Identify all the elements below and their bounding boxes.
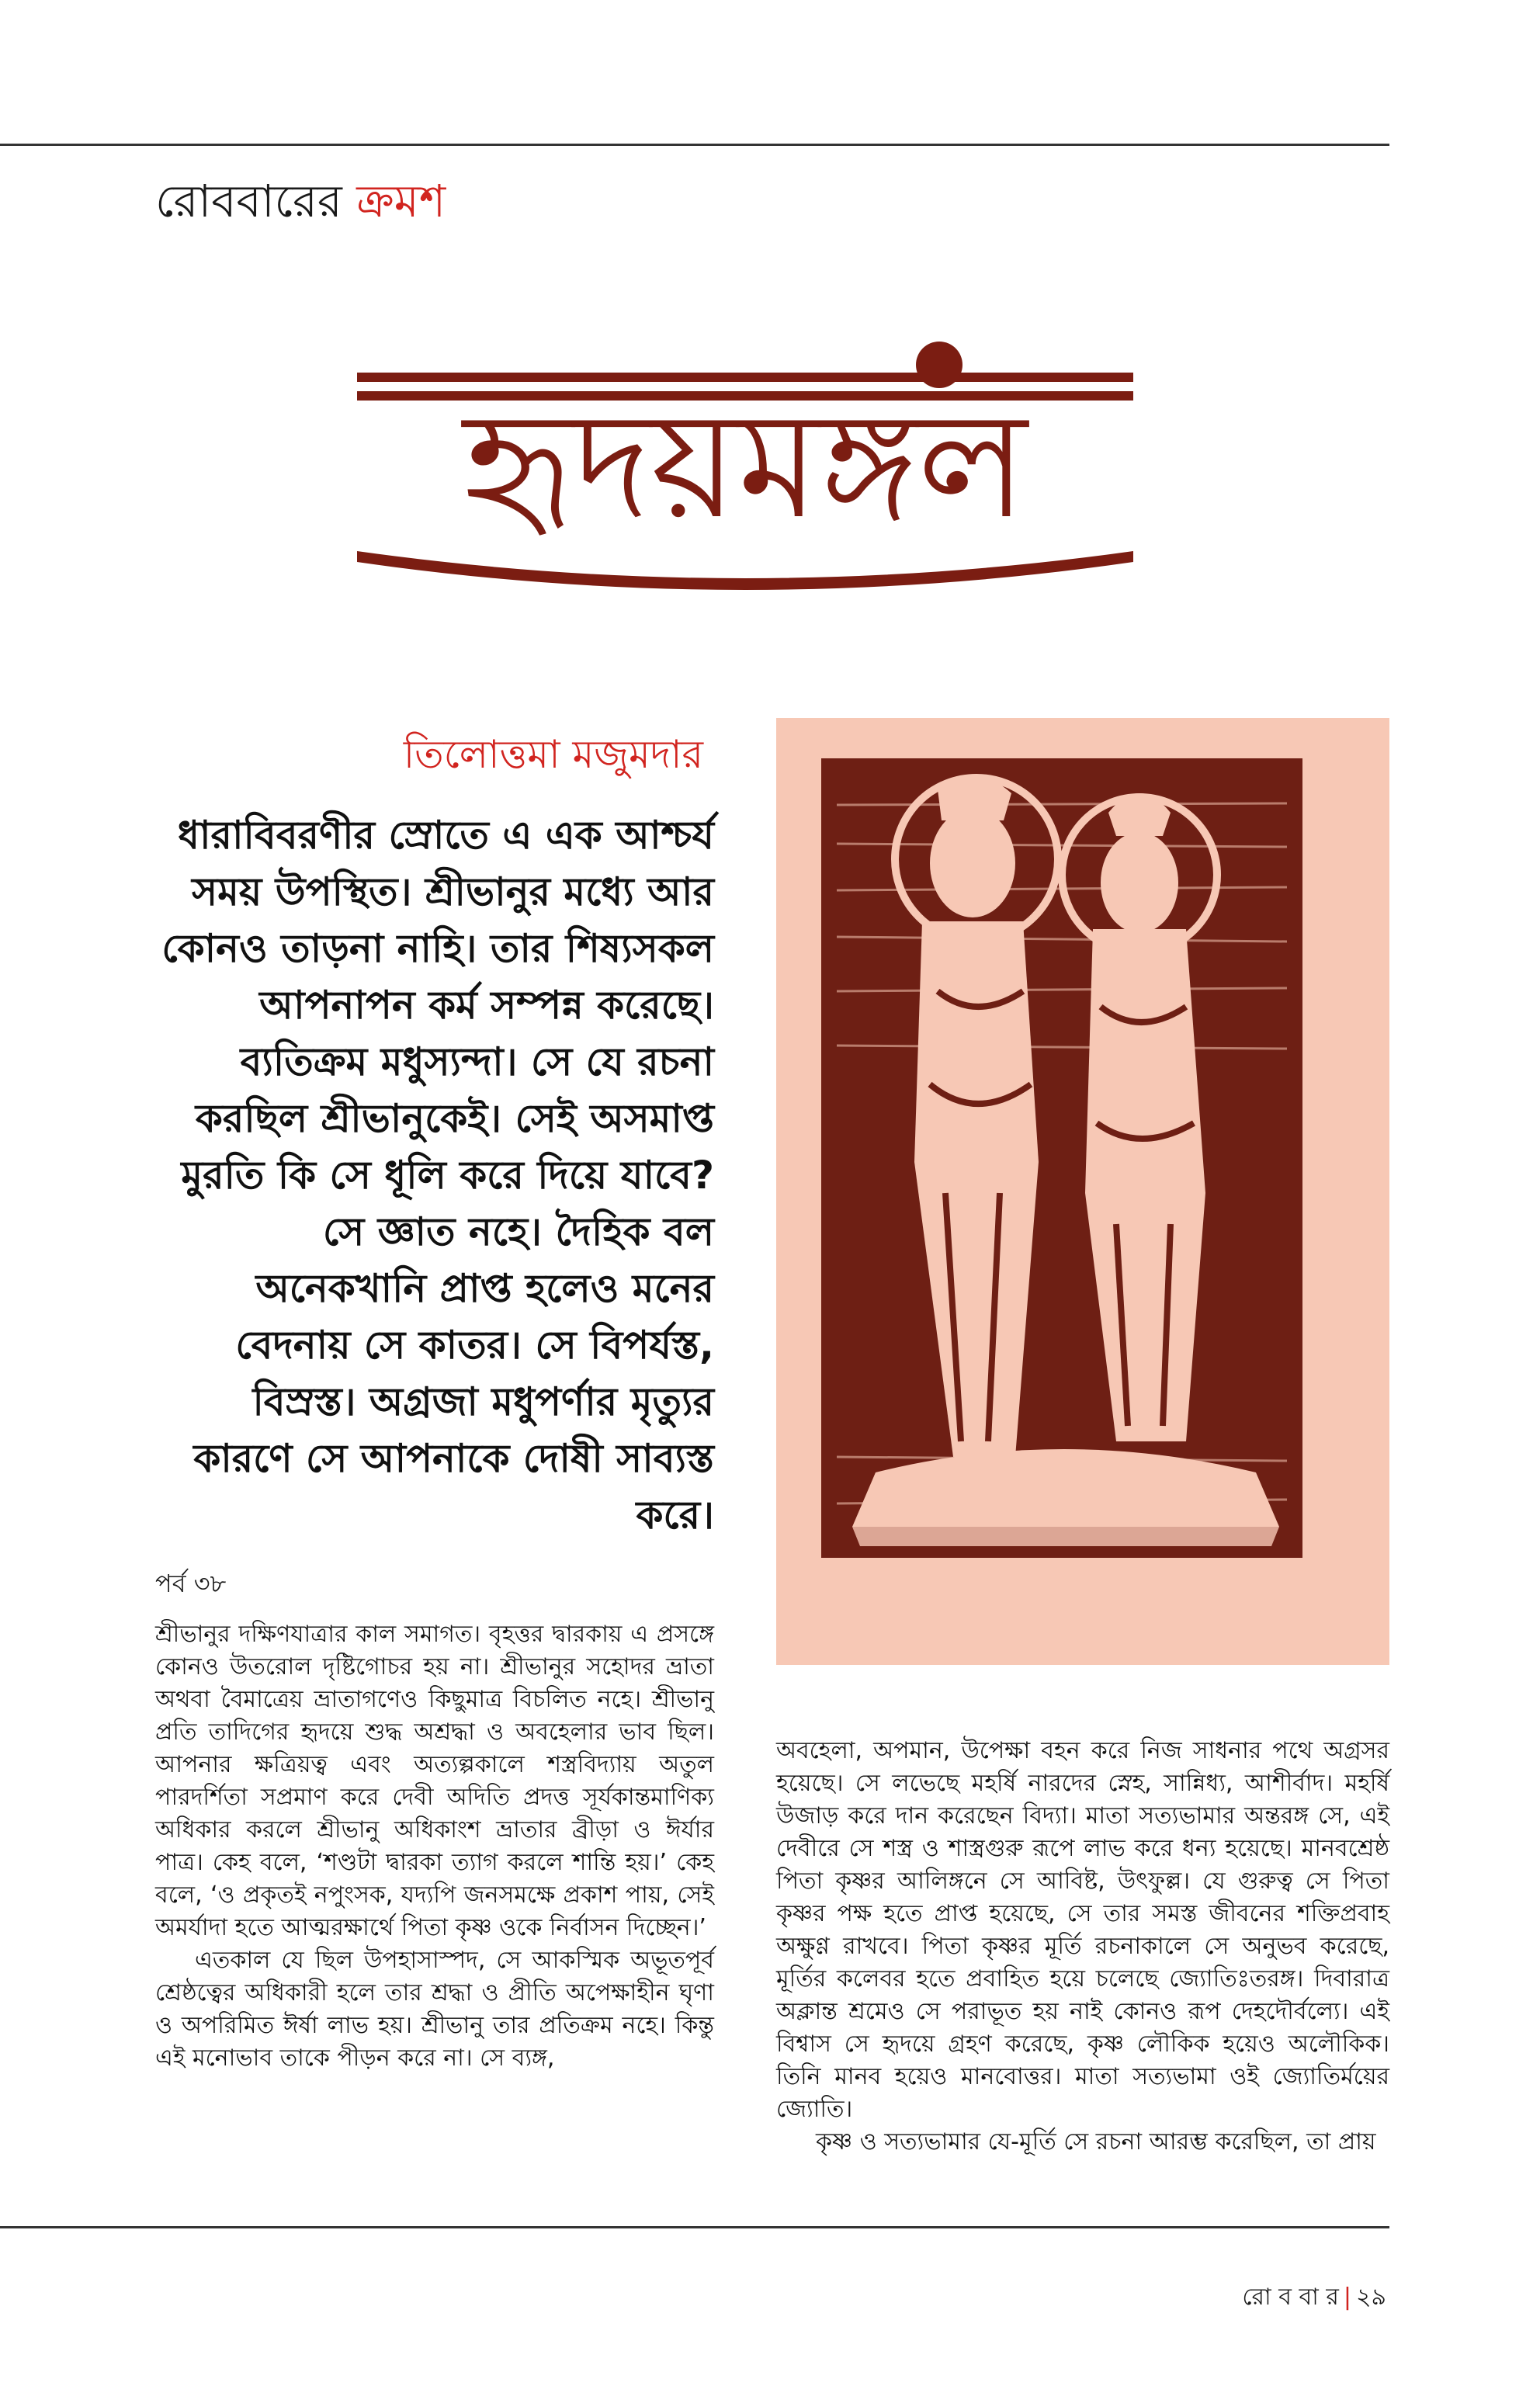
- section-label-accent: ক্রমশ: [356, 175, 446, 227]
- page-number: ২৯: [1356, 2284, 1386, 2311]
- section-label-lead: রোববারের: [155, 175, 342, 227]
- masthead-logo-graphic: [342, 342, 1149, 621]
- body-column-right: [776, 1735, 1389, 2159]
- body-paragraph: শ্রীভানুর দক্ষিণযাত্রার কাল সমাগত। বৃহত্তর দ্বারকায় এ প্রসঙ্গে কোনও উতরোল দৃষ্টিগোচর হয় না। শ্রীভানুর সহোদর ভ্রাতা অথবা বৈমাত্রেয় ভ্রাতাগণেও কিছুমাত্র বিচলিত নহে। শ্রীভানু প্রতি তাদিগের হৃদয়ে শুদ্ধ অশ্রদ্ধা ও অবহেলার ভাব ছিল। আপনার ক্ষত্রিয়ত্ব এবং অত্যল্পকালে শস্ত্রবিদ্যায় অতুল পারদর্শিতা সপ্রমাণ করে দেবী অদিতি প্রদত্ত সূর্যকান্তমাণিক্য অধিকার করলে শ্রীভানু অধিকাংশ ভ্রাতার ব্রীড়া ও ঈর্যার পাত্র। কেহ বলে, ‘শণ্ডটা দ্বারকা ত্যাগ করলে শান্তি হয়।’ কেহ বলে, ‘ও প্রকৃতই নপুংসক, যদ্যপি জনসমক্ষে প্রকাশ পায়, সেই অমর্যাদা হতে আত্মরক্ষার্থে পিতা কৃষ্ণ ওকে নির্বাসন দিচ্ছেন।’: [155, 1621, 714, 1941]
- masthead-logo: [342, 342, 1149, 621]
- illustration: [821, 758, 1302, 1558]
- body-column-left: [155, 1618, 714, 2075]
- body-paragraph: এতকাল যে ছিল উপহাসাস্পদ, সে আকস্মিক অভূতপূর্ব শ্রেষ্ঠত্বের অধিকারী হলে তার শ্রদ্ধা ও প্রীতি অপেক্ষাহীন ঘৃণা ও অপরিমিত ঈর্ষা লাভ হয়। শ্রীভানু তার প্রতিক্রম নহে। কিন্তু এই মনোভাব তাকে পীড়ন করে না। সে ব্যঙ্গ,: [155, 1947, 714, 2072]
- section-label: [155, 167, 446, 242]
- krishna-satyabhama-woodcut-image: [821, 758, 1302, 1558]
- body-paragraph: অবহেলা, অপমান, উপেক্ষা বহন করে নিজ সাধনার পথে অগ্রসর হয়েছে। সে লভেছে মহর্ষি নারদের স্নেহ, সান্নিধ্য, আশীর্বাদ। মহর্ষি উজাড় করে দান করেছেন বিদ্যা। মাতা সত্যভামার অন্তরঙ্গ সে, এই দেবীরে সে শস্ত্র ও শাস্ত্রগুরু রূপে লাভ করে ধন্য হয়েছে। মানবশ্রেষ্ঠ পিতা কৃষ্ণর আলিঙ্গনে সে আবিষ্ট, উৎফুল্ল। যে গুরুত্ব সে পিতা কৃষ্ণর পক্ষ হতে প্রাপ্ত হয়েছে, সে তার সমস্ত জীবনের শক্তিপ্রবাহ অক্ষুণ্ণ রাখবে। পিতা কৃষ্ণর মূর্তি রচনাকালে সে অনুভব করেছে, মূর্তির কলেবর হতে প্রবাহিত হয়ে চলেছে জ্যোতিঃতরঙ্গ। দিবারাত্র অক্লান্ত শ্রমেও সে পরাভূত হয় নাই কোনও রূপ দেহদৌর্বল্যে। এই বিশ্বাস সে হৃদয়ে গ্রহণ করেছে, কৃষ্ণ লৌকিক হয়েও অলৌকিক। তিনি মানব হয়েও মানবোত্তর। মাতা সত্যভামা ওই জ্যোতির্ময়ের জ্যোতি।: [776, 1737, 1389, 2123]
- pull-quote: ধারাবিবরণীর স্রোতে এ এক আশ্চর্য সময় উপস্থিত। শ্রীভানুর মধ্যে আর কোনও তাড়না নাহি। তার শিষ্যসকল আপনাপন কর্ম সম্পন্ন করেছে। ব্যতিক্রম মধুস্যন্দা। সে যে রচনা করছিল শ্রীভানুকেই। সেই অসমাপ্ত মুরতি কি সে ধূলি করে দিয়ে যাবে? সে জ্ঞাত নহে। দৈহিক বল অনেকখানি প্রাপ্ত হলেও মনের বেদনায় সে কাতর। সে বিপর্যস্ত, বিস্রস্ত। অগ্রজা মধুপর্ণার মৃত্যুর কারণে সে আপনাকে দোষী সাব্যস্ত করে।: [161, 813, 714, 1538]
- episode-label: পর্ব ৩৮: [155, 1569, 227, 1598]
- footer-magazine-name: রো ব বা র: [1242, 2284, 1339, 2311]
- body-paragraph: কৃষ্ণ ও সত্যভামার যে-মূর্তি সে রচনা আরম্ভ করেছিল, তা প্রায়: [816, 2128, 1376, 2155]
- author-name: তিলোত্তমা মজুমদার: [403, 732, 703, 777]
- top-rule: [0, 144, 1389, 146]
- page-footer: [1242, 2278, 1386, 2318]
- bottom-rule: [0, 2226, 1389, 2228]
- masthead-title: হৃদয়মঙ্গল: [463, 380, 1028, 551]
- illustration-frame: [776, 718, 1389, 1665]
- footer-separator: |: [1343, 2284, 1352, 2311]
